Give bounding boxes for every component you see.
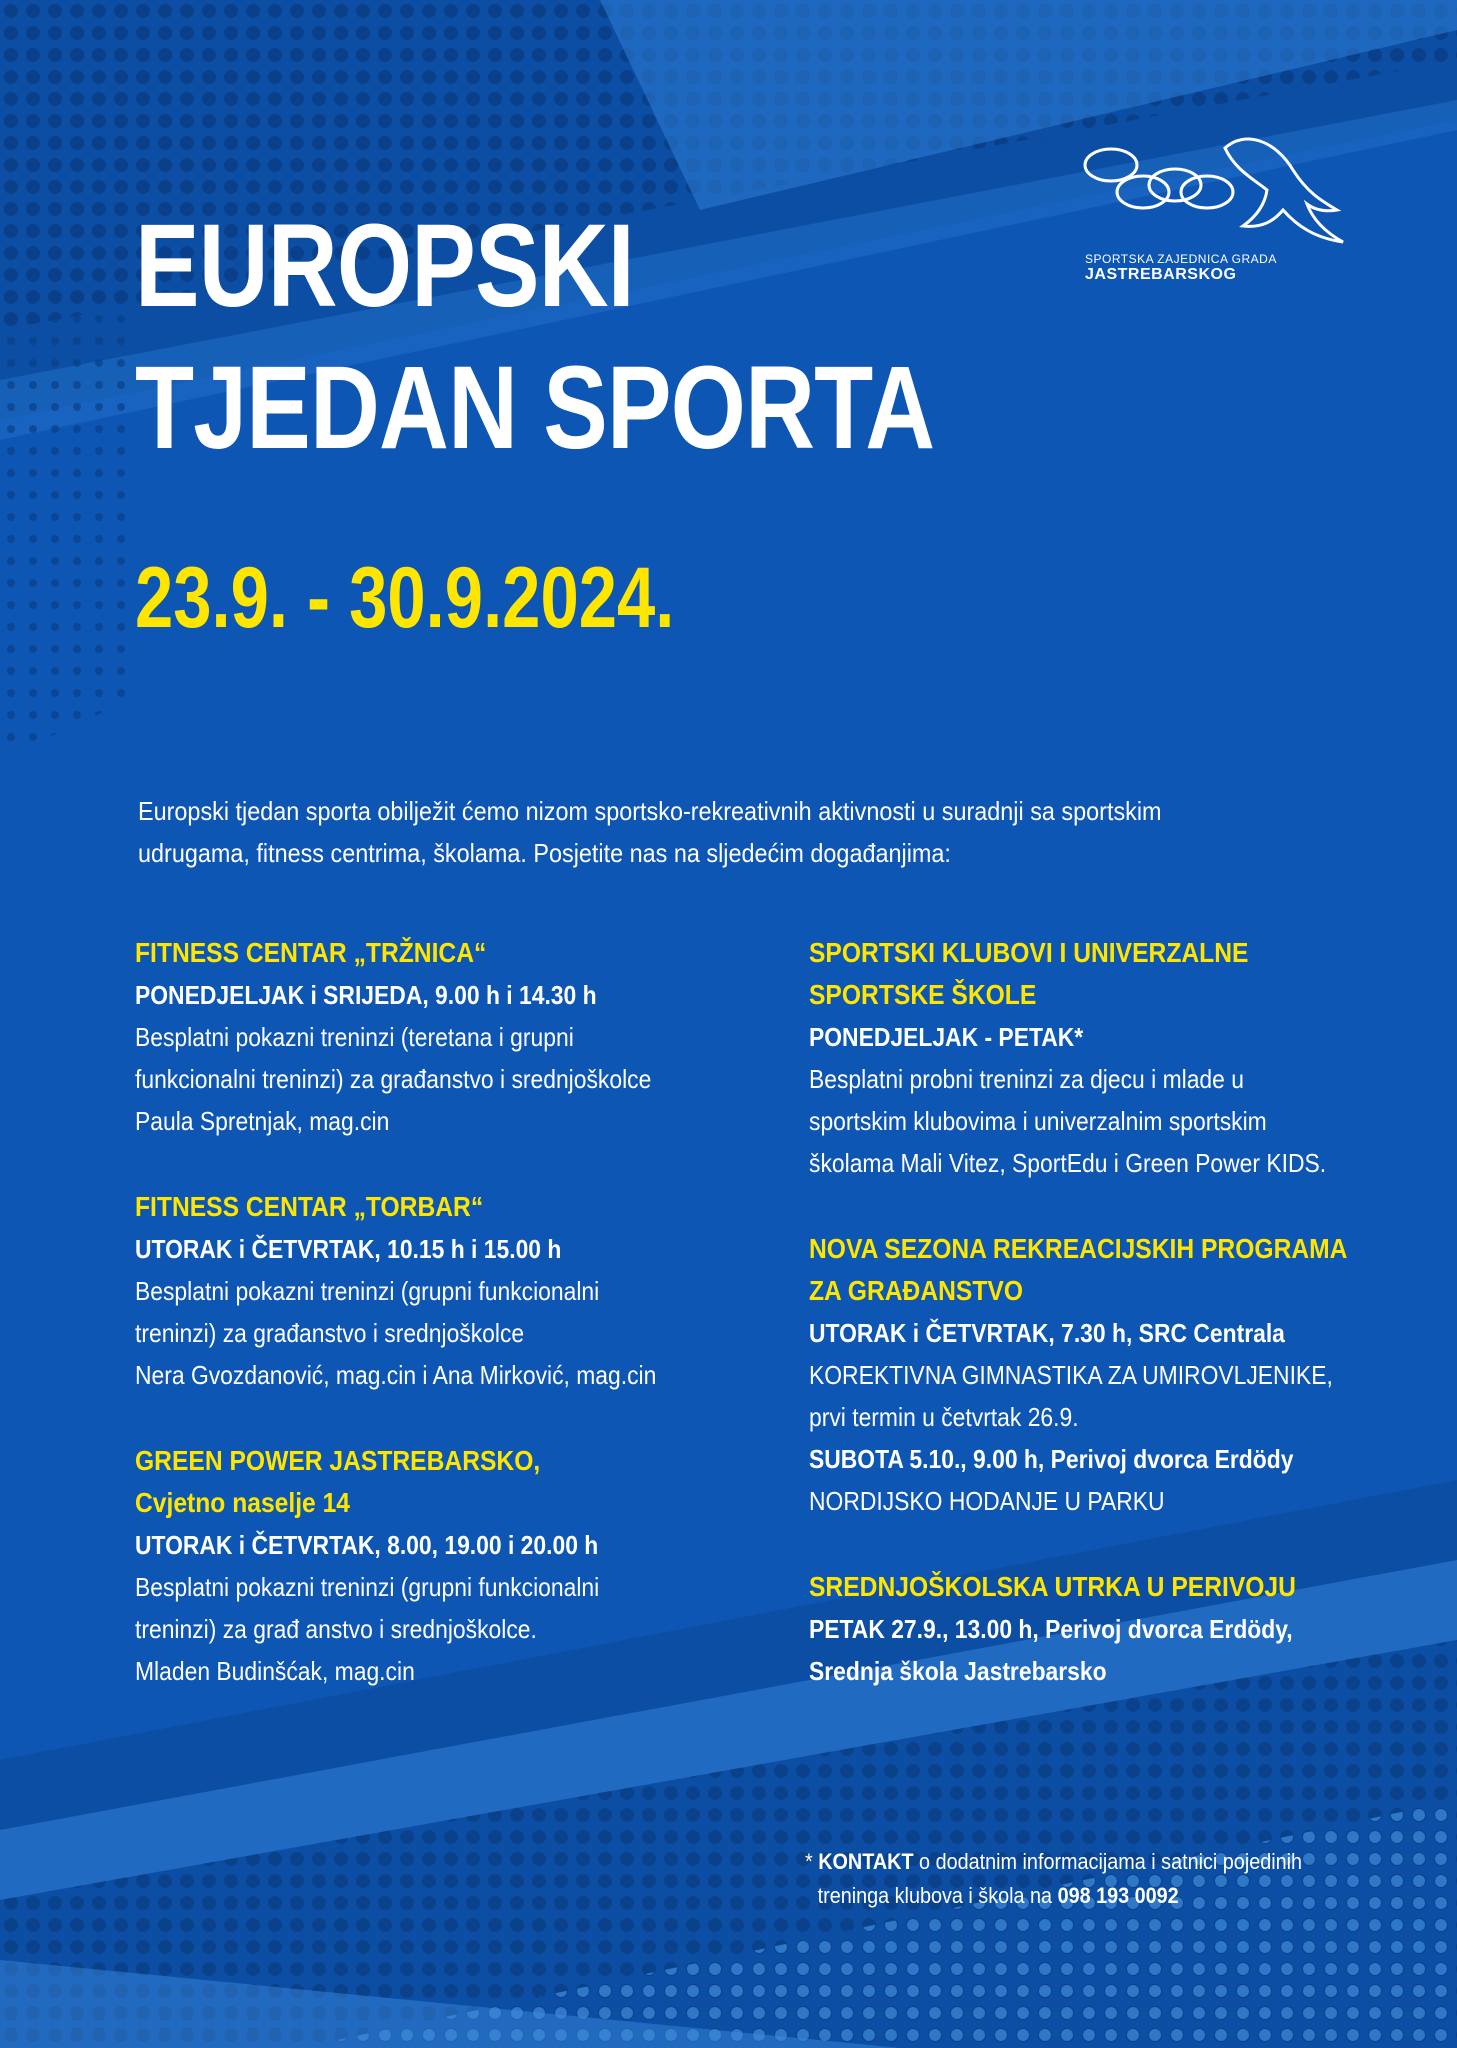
event-heading: FITNESS CENTAR „TRŽNICA“ xyxy=(135,937,487,968)
event-description: Besplatni pokazni treninzi (teretana i grupni xyxy=(135,1022,574,1052)
footnote-star: * xyxy=(805,1849,813,1874)
event-description: školama Mali Vitez, SportEdu i Green Power KIDS. xyxy=(809,1148,1327,1178)
contact-phone: 098 193 0092 xyxy=(1057,1883,1179,1908)
event-description: funkcionalni treninzi) za građanstvo i srednjoškolce xyxy=(135,1064,652,1094)
contact-footnote xyxy=(805,1845,1345,1913)
footnote-text: o dodatnim informacijama i satnici pojedinih xyxy=(919,1849,1303,1874)
event-description: Besplatni pokazni treninzi (grupni funkcionalni xyxy=(135,1572,600,1602)
footnote-contact-label: KONTAKT xyxy=(818,1849,914,1874)
intro-line1: Europski tjedan sporta obilježit ćemo nizom sportsko-rekreativnih aktivnosti u suradnji sa sportskim xyxy=(138,796,1162,826)
event-description: sportskim klubovima i univerzalnim sportskim xyxy=(809,1106,1267,1136)
event-schedule: UTORAK i ČETVRTAK, 7.30 h, SRC Centrala xyxy=(809,1318,1285,1348)
event-schedule: PONEDJELJAK - PETAK* xyxy=(809,1022,1084,1052)
event-address: Cvjetno naselje 14 xyxy=(135,1487,351,1518)
event-location: Srednja škola Jastrebarsko xyxy=(809,1656,1107,1686)
event-description: Besplatni pokazni treninzi (grupni funkcionalni xyxy=(135,1276,600,1306)
event-instructor: Paula Spretnjak, mag.cin xyxy=(135,1106,390,1136)
event-heading: SREDNJOŠKOLSKA UTRKA U PERIVOJU xyxy=(809,1571,1296,1602)
event-fitness-torbar xyxy=(135,1186,698,1396)
logo-org-line2: JASTREBARSKOG xyxy=(1085,266,1237,283)
page-title xyxy=(135,195,934,479)
events-left-column xyxy=(135,932,695,1736)
event-description: prvi termin u četvrtak 26.9. xyxy=(809,1402,1079,1432)
organization-logo xyxy=(1075,130,1355,290)
event-description: treninzi) za građ anstvo i srednjoškolce. xyxy=(135,1614,537,1644)
event-green-power xyxy=(135,1440,698,1692)
event-description: KOREKTIVNA GIMNASTIKA ZA UMIROVLJENIKE, xyxy=(809,1360,1333,1390)
event-schedule: SUBOTA 5.10., 9.00 h, Perivoj dvorca Erdödy xyxy=(809,1444,1294,1474)
event-heading: NOVA SEZONA REKREACIJSKIH PROGRAMA xyxy=(809,1233,1348,1264)
event-instructor: Nera Gvozdanović, mag.cin i Ana Mirković, mag.cin xyxy=(135,1360,657,1390)
event-instructor: Mladen Budinšćak, mag.cin xyxy=(135,1656,415,1686)
event-sports-clubs xyxy=(809,932,1372,1184)
event-description: NORDIJSKO HODANJE U PARKU xyxy=(809,1486,1165,1516)
footnote-text: treninga klubova i škola na xyxy=(817,1883,1053,1908)
intro-line2: udrugama, fitness centrima, školama. Posjetite nas na sljedećim događanjima: xyxy=(138,838,951,868)
event-schedule: UTORAK i ČETVRTAK, 8.00, 19.00 i 20.00 h xyxy=(135,1530,599,1560)
event-heading: SPORTSKI KLUBOVI I UNIVERZALNE xyxy=(809,937,1249,968)
event-dates: 23.9. - 30.9.2024. xyxy=(135,550,675,646)
event-heading: GREEN POWER JASTREBARSKO, xyxy=(135,1445,541,1476)
title-line2: TJEDAN SPORTA xyxy=(135,342,935,474)
intro-text xyxy=(138,790,1245,874)
event-heading: ZA GRAĐANSTVO xyxy=(809,1275,1024,1306)
events-right-column xyxy=(809,932,1369,1736)
event-heading: FITNESS CENTAR „TORBAR“ xyxy=(135,1191,484,1222)
logo-org-line1: SPORTSKA ZAJEDNICA GRADA xyxy=(1085,252,1277,266)
event-recreation-programs xyxy=(809,1228,1372,1522)
event-school-race xyxy=(809,1566,1372,1692)
event-schedule: PETAK 27.9., 13.00 h, Perivoj dvorca Erdödy, xyxy=(809,1614,1293,1644)
event-description: treninzi) za građanstvo i srednjoškolce xyxy=(135,1318,525,1348)
eagle-rings-logo-icon xyxy=(1075,130,1355,250)
event-heading: SPORTSKE ŠKOLE xyxy=(809,979,1037,1010)
event-schedule: PONEDJELJAK i SRIJEDA, 9.00 h i 14.30 h xyxy=(135,980,597,1010)
title-line1: EUROPSKI xyxy=(135,200,634,332)
event-description: Besplatni probni treninzi za djecu i mlade u xyxy=(809,1064,1244,1094)
event-fitness-trznica xyxy=(135,932,698,1142)
event-schedule: UTORAK i ČETVRTAK, 10.15 h i 15.00 h xyxy=(135,1234,562,1264)
